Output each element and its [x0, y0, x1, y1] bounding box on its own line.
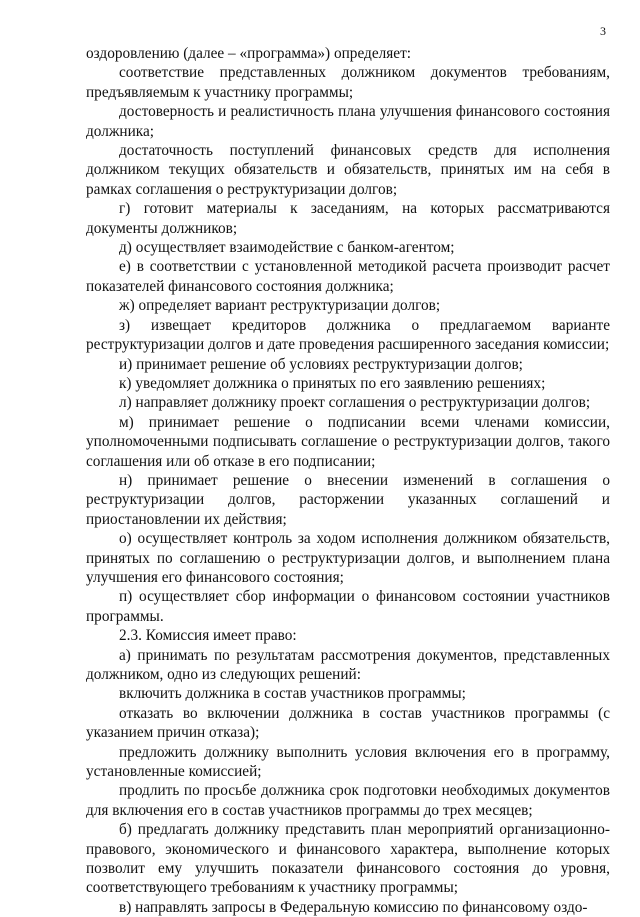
paragraph: п) осуществляет сбор информации о финансовом состоянии участников программы.: [86, 588, 610, 625]
paragraph: включить должника в состав участников программы;: [119, 685, 466, 703]
paragraph: н) принимает решение о внесении изменений в соглашения о реструктуризации долгов, расторжении указанных соглашений и приостановлении их действия;: [86, 471, 610, 528]
paragraph: з) извещает кредиторов должника о предлагаемом варианте реструктуризации долгов и дате проведения расширенного заседания комиссии;: [86, 316, 610, 354]
paragraph: е) в соответствии с установленной методикой расчета производит расчет показателей финансового состояния должника;: [86, 258, 610, 295]
paragraph: оздоровлению (далее – «программа») определяет:: [86, 45, 412, 62]
paragraph: продлить по просьбе должника срок подготовки необходимых документов для включения его в состав участников программы до трех месяцев;: [86, 782, 610, 819]
paragraph: б) предлагать должнику представить план мероприятий организационно-правового, экономического и финансового характера, выполнение которых позволит ему улучшить показатели финансового состояния до уровня, соответствующего требованиям к участнику программы;: [86, 821, 610, 897]
paragraph: 2.3. Комиссия имеет право:: [119, 627, 297, 645]
paragraph: и) принимает решение об условиях реструктуризации долгов;: [119, 355, 523, 373]
paragraph: предложить должнику выполнить условия включения его в программу, установленные комиссией;: [86, 743, 610, 781]
paragraph: к) уведомляет должника о принятых по его заявлению решениях;: [119, 374, 546, 392]
paragraph: д) осуществляет взаимодействие с банком-агентом;: [119, 239, 455, 257]
paragraph: достоверность и реалистичность плана улучшения финансового состояния должника;: [86, 103, 610, 140]
paragraph: отказать во включении должника в состав участников программы (с указанием причин отказа);: [86, 704, 610, 742]
paragraph: о) осуществляет контроль за ходом исполнения должником обязательств, принятых по соглашению о реструктуризации долгов, и выполнением плана улучшения его финансового состояния;: [86, 530, 610, 586]
paragraph: г) готовит материалы к заседаниям, на которых рассматриваются документы должников;: [86, 200, 610, 237]
paragraph: м) принимает решение о подписании всеми членами комиссии, уполномоченными подписывать соглашение о реструктуризации долгов, такого соглашения или об отказе в его подписании;: [86, 413, 610, 470]
page-number: 3: [600, 24, 606, 38]
paragraph: л) направляет должнику проект соглашения о реструктуризации долгов;: [119, 394, 591, 412]
paragraph: достаточность поступлений финансовых средств для исполнения должником текущих обязательств и обязательств, принятых им на себя в рамках соглашения о реструктуризации долгов;: [86, 142, 610, 198]
paragraph: а) принимать по результатам рассмотрения документов, представленных должником, одно из следующих решений:: [86, 646, 610, 683]
document-body: [86, 44, 610, 917]
paragraph: ж) определяет вариант реструктуризации долгов;: [119, 297, 441, 315]
paragraph: в) направлять запросы в Федеральную комиссию по финансовому оздо-: [119, 898, 588, 916]
paragraph: соответствие представленных должником документов требованиям, предъявляемым к участнику программы;: [86, 64, 610, 101]
